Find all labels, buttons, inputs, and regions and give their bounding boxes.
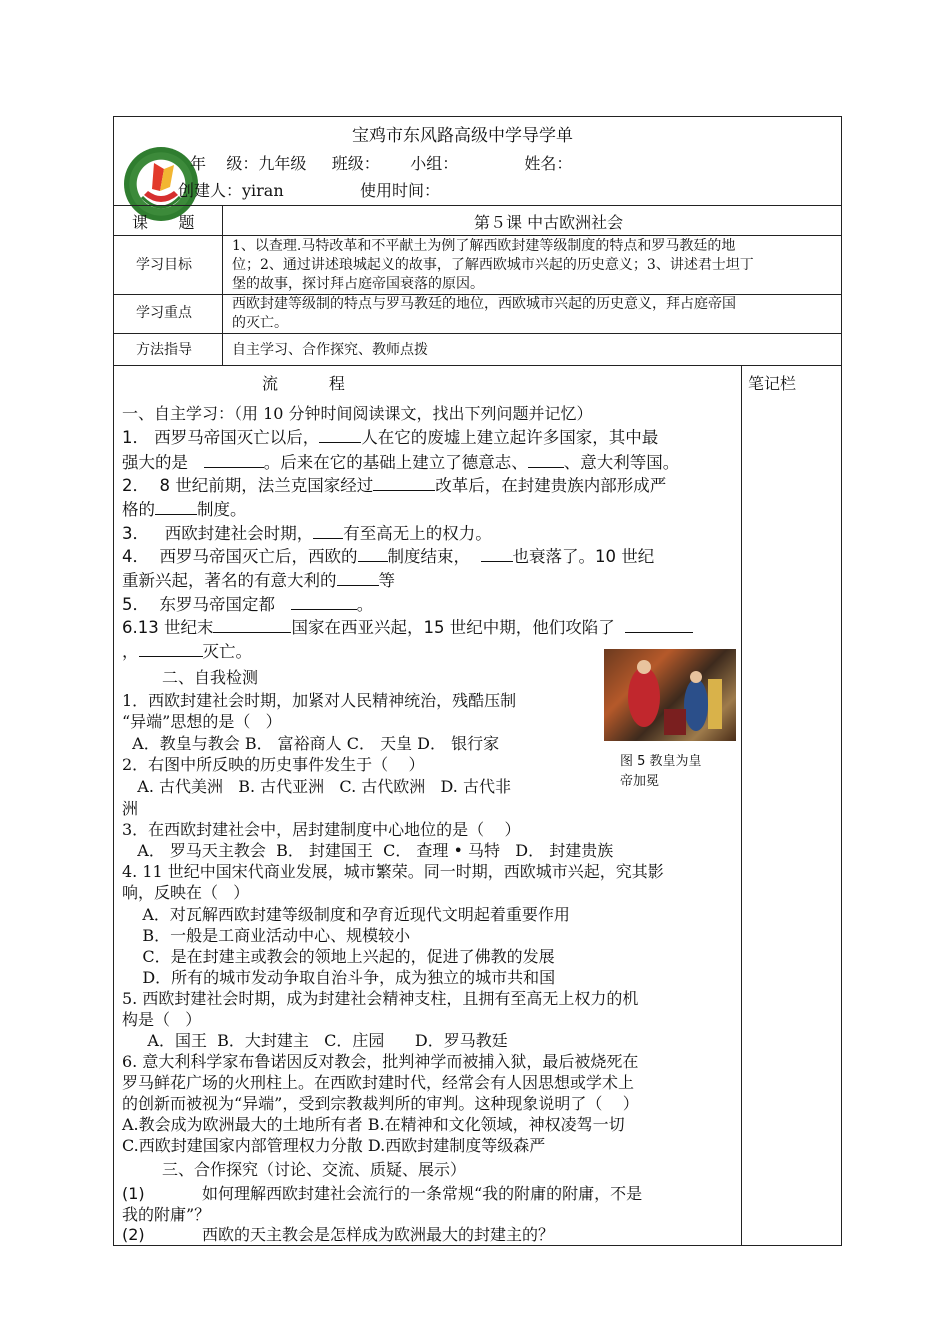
q6-text: 灭亡。 bbox=[202, 642, 252, 661]
goals-line: 堡的故事，探讨拜占庭帝国衰落的原因。 bbox=[232, 276, 484, 292]
discussion-q1-text: 如何理解西欧封建社会流行的一条常规“我的附庸的附庸，不是 bbox=[202, 1184, 643, 1203]
q5-text: 5． 东罗马帝国定都 bbox=[122, 595, 291, 614]
school-title: 宝鸡市东风路高级中学导学单 bbox=[352, 126, 573, 146]
coronation-scene bbox=[604, 649, 736, 741]
q1-text: 人在它的废墟上建立起许多国家，其中最 bbox=[361, 428, 659, 447]
check-line: 的创新而被视为“异端”，受到宗教裁判所的审判。这种现象说明了（ ） bbox=[122, 1094, 639, 1113]
q2-text: 格的 bbox=[122, 500, 155, 519]
check-line: 5. 西欧封建社会时期，成为封建社会精神支柱，且拥有至高无上权力的机 bbox=[122, 989, 639, 1008]
answer-blank[interactable] bbox=[625, 618, 693, 633]
answer-blank[interactable] bbox=[358, 547, 388, 562]
check-line: 构是（ ） bbox=[122, 1010, 202, 1029]
section3-heading: 三、合作探究（讨论、交流、质疑、展示） bbox=[162, 1160, 467, 1179]
q1-text: 。后来在它的基础上建立了德意志、 bbox=[263, 453, 528, 472]
method-label: 方法指导 bbox=[136, 342, 192, 358]
q4-line2 bbox=[122, 570, 395, 592]
answer-blank[interactable] bbox=[481, 547, 513, 562]
q1-text: 、意大利等国。 bbox=[563, 453, 680, 472]
focus-line: 西欧封建等级制的特点与罗马教廷的地位，西欧城市兴起的历史意义，拜占庭帝国 bbox=[232, 296, 736, 312]
check-line: 洲 bbox=[122, 799, 139, 818]
check-line: B．一般是工商业活动中心、规模较小 bbox=[122, 926, 411, 945]
answer-blank[interactable] bbox=[204, 453, 264, 468]
answer-blank[interactable] bbox=[528, 453, 564, 468]
check-line: 1．西欧封建社会时期，加紧对人民精神统治，残酷压制 bbox=[122, 691, 517, 710]
q3-text: 有至高无上的权力。 bbox=[343, 524, 492, 543]
topic-label: 课 题 bbox=[132, 213, 195, 232]
check-line: C.西欧封建国家内部管理权力分散 D.西欧封建制度等级森严 bbox=[122, 1136, 546, 1155]
check-line: 4. 11 世纪中国宋代商业发展，城市繁荣。同一时期，西欧城市兴起，究其影 bbox=[122, 862, 664, 881]
check-line: 罗马鲜花广场的火刑柱上。在西欧封建时代，经常会有人因思想或学术上 bbox=[122, 1073, 635, 1092]
check-line: A． 罗马天主教会 B． 封建国王 C． 查理 • 马特 D． 封建贵族 bbox=[122, 841, 614, 860]
q6-text: ， bbox=[122, 642, 139, 661]
grade-info-line: 年 级：九年级 班级： 小组： 姓名： bbox=[190, 154, 573, 173]
topic-value: 第５课 中古欧洲社会 bbox=[474, 213, 624, 232]
creator-line: 创建人：yiran 使用时间： bbox=[178, 181, 440, 200]
q6-text: 6.13 世纪末 bbox=[122, 618, 214, 637]
focus-label: 学习重点 bbox=[136, 305, 192, 321]
q5-line bbox=[122, 594, 373, 616]
q2-text: 2． 8 世纪前期，法兰克国家经过 bbox=[122, 476, 374, 495]
check-line: A．对瓦解西欧封建等级制度和孕育近现代文明起着重要作用 bbox=[122, 905, 570, 924]
goals-label: 学习目标 bbox=[136, 257, 192, 273]
q6-line2 bbox=[122, 641, 252, 663]
goals-line: 1、以查理.马特改革和不平献土为例了解西欧封建等级制度的特点和罗马教廷的地 bbox=[232, 238, 736, 254]
notes-column-divider bbox=[741, 365, 742, 1245]
q4-text: 重新兴起，著名的有意大利的 bbox=[122, 571, 337, 590]
q6-line1 bbox=[122, 617, 693, 639]
q4-text: 制度结束， bbox=[387, 547, 481, 566]
row-divider bbox=[114, 333, 841, 334]
check-line: 2．右图中所反映的历史事件发生于（ ） bbox=[122, 755, 425, 774]
q2-text: 改革后，在封建贵族内部形成严 bbox=[435, 476, 667, 495]
discussion-q2-text: 西欧的天主教会是怎样成为欧洲最大的封建主的？ bbox=[202, 1225, 555, 1244]
q2-text: 制度。 bbox=[197, 500, 247, 519]
answer-blank[interactable] bbox=[313, 524, 343, 539]
notes-label: 笔记栏 bbox=[748, 374, 797, 393]
q3-text: 3． 西欧封建社会时期， bbox=[122, 524, 314, 543]
figure-caption: 图 5 教皇为皇 bbox=[620, 754, 702, 769]
q5-text: 。 bbox=[356, 595, 374, 614]
answer-blank[interactable] bbox=[291, 595, 357, 610]
discussion-q2-number: (2) bbox=[122, 1225, 145, 1244]
row-divider bbox=[114, 235, 841, 236]
row-divider bbox=[114, 365, 841, 366]
guide-sheet bbox=[113, 116, 842, 1246]
q1-text: 强大的是 bbox=[122, 453, 204, 472]
q1-line2 bbox=[122, 452, 679, 474]
q6-text: 国家在西亚兴起，15 世纪中期，他们攻陷了 bbox=[291, 618, 626, 637]
method-value: 自主学习、合作探究、教师点拨 bbox=[232, 342, 428, 358]
flow-label: 流 程 bbox=[262, 374, 345, 393]
check-line: 6. 意大利科学家布鲁诺因反对教会，批判神学而被捕入狱，最后被烧死在 bbox=[122, 1052, 639, 1071]
check-line: C．是在封建主或教会的领地上兴起的，促进了佛教的发展 bbox=[122, 947, 555, 966]
q2-line1 bbox=[122, 475, 666, 497]
discussion-q1-text: 我的附庸”？ bbox=[122, 1205, 211, 1224]
discussion-q1-number: (1) bbox=[122, 1184, 145, 1203]
q1-text: 1． 西罗马帝国灭亡以后， bbox=[122, 428, 320, 447]
q4-line1 bbox=[122, 546, 654, 568]
coronation-painting-image bbox=[604, 649, 736, 741]
answer-blank[interactable] bbox=[337, 571, 379, 586]
q3-line bbox=[122, 523, 492, 545]
q1-line1 bbox=[122, 427, 658, 449]
check-line: A．国王 B．大封建主 C．庄园 D．罗马教廷 bbox=[122, 1031, 508, 1050]
check-line: 3．在西欧封建社会中，居封建制度中心地位的是（ ） bbox=[122, 820, 521, 839]
check-line: 响，反映在（ ） bbox=[122, 883, 250, 902]
check-line: A．教皇与教会 B． 富裕商人 C． 天皇 D． 银行家 bbox=[122, 734, 500, 753]
focus-line: 的灭亡。 bbox=[232, 315, 288, 331]
figure-caption: 帝加冕 bbox=[620, 774, 660, 789]
answer-blank[interactable] bbox=[373, 476, 435, 491]
q4-text: 4． 西罗马帝国灭亡后，西欧的 bbox=[122, 547, 358, 566]
q4-text: 等 bbox=[378, 571, 395, 590]
check-line: D．所有的城市发动争取自治斗争，成为独立的城市共和国 bbox=[122, 968, 556, 987]
check-line: A. 古代美洲 B. 古代亚洲 C. 古代欧洲 D. 古代非 bbox=[122, 777, 511, 796]
check-line: A.教会成为欧洲最大的土地所有者 B.在精神和文化领域，神权凌驾一切 bbox=[122, 1115, 625, 1134]
answer-blank[interactable] bbox=[155, 500, 197, 515]
label-column-divider bbox=[222, 205, 223, 365]
section2-heading: 二、自我检测 bbox=[162, 668, 259, 687]
section1-heading: 一、自主学习：（用 10 分钟时间阅读课文，找出下列问题并记忆） bbox=[122, 404, 593, 423]
q4-text: 也衰落了。10 世纪 bbox=[512, 547, 655, 566]
answer-blank[interactable] bbox=[139, 642, 203, 657]
header-divider bbox=[114, 205, 841, 206]
q2-line2 bbox=[122, 499, 247, 521]
goals-line: 位；2、通过讲述琅城起义的故事，了解西欧城市兴起的历史意义；3、讲述君士坦丁 bbox=[232, 257, 754, 273]
answer-blank[interactable] bbox=[319, 428, 361, 443]
check-line: “异端”思想的是（ ） bbox=[122, 712, 282, 731]
answer-blank[interactable] bbox=[213, 618, 291, 633]
